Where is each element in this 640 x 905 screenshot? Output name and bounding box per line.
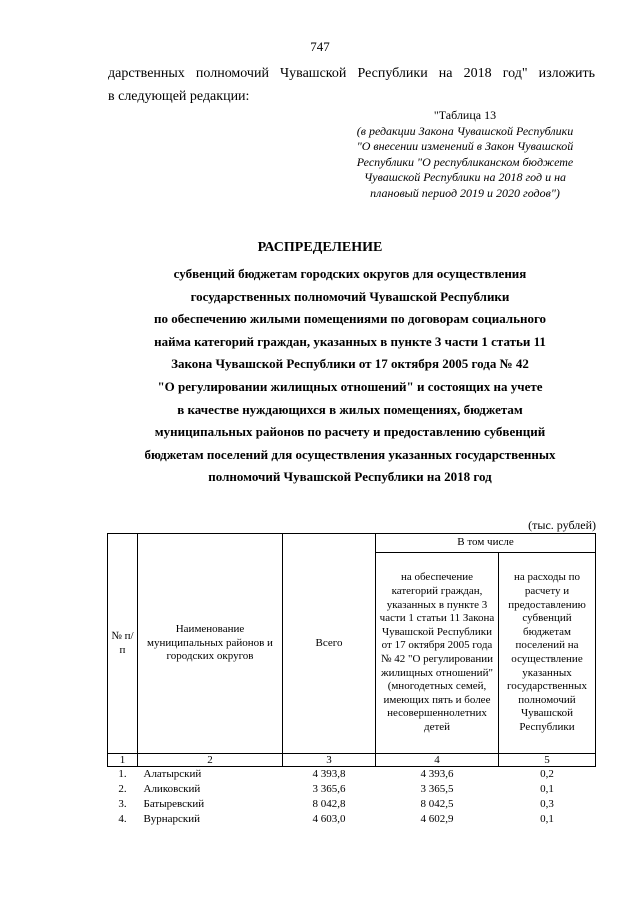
distribution-table [107, 533, 596, 827]
note-line: Чувашской Республики на 2018 год и на [363, 170, 567, 185]
row-num: 3. [118, 797, 127, 810]
intro-word: изложить [538, 66, 595, 81]
table-row [108, 797, 596, 812]
subtitle-line: государственных полномочий Чувашской Республики [190, 288, 510, 304]
row-col5: 0,1 [540, 812, 554, 825]
intro-line-1 [108, 62, 595, 85]
note-line: "О внесении изменений в Закон Чувашской [356, 139, 574, 154]
row-num: 2. [118, 782, 127, 795]
intro-word: год" [502, 66, 528, 81]
header-name: Наименование муниципальных районов и городских округов [138, 534, 283, 754]
table-row [108, 812, 596, 827]
row-col5: 0,2 [540, 767, 554, 780]
subtitle-line: в качестве нуждающихся в жилых помещениях, бюджетам [177, 401, 523, 417]
column-number: 5 [499, 754, 596, 767]
row-total: 4 603,0 [312, 812, 346, 825]
row-total: 3 365,6 [312, 782, 346, 795]
intro-word: Республики [357, 66, 428, 81]
row-col4: 4 602,9 [420, 812, 454, 825]
intro-word: на [438, 66, 453, 81]
row-name: Батыревский [143, 797, 205, 810]
subtitle-line: субвенций бюджетам городских округов для осуществления [173, 266, 527, 281]
subtitle-line: полномочий Чувашской Республики на 2018 год [208, 469, 492, 485]
note-line: (в редакции Закона Чувашской Республики [356, 123, 574, 138]
intro-word: 2018 [463, 66, 492, 81]
intro-line-2: в следующей редакции: [108, 89, 250, 104]
units-label: (тыс. рублей) [528, 518, 596, 532]
row-total: 8 042,8 [312, 797, 346, 810]
row-name: Алатырский [143, 767, 202, 780]
row-col4: 8 042,5 [420, 797, 454, 810]
column-number: 1 [108, 754, 138, 767]
header-sub-1: на обеспечение категорий граждан, указанных в пункте 3 части 1 статьи 11 Закона Чувашской Республики от 17 октября 2005 года № 42 "О регулировании жилищных отношений" (многодетных семей, имеющих пять и более несовершеннолетних детей [376, 553, 499, 754]
column-number: 2 [138, 754, 283, 767]
row-num: 1. [118, 767, 127, 780]
note-line: Республики "О республиканском бюджете [356, 154, 574, 169]
intro-word: полномочий [195, 66, 269, 81]
row-name: Вурнарский [143, 812, 200, 825]
document-subtitle [100, 263, 600, 489]
row-num: 4. [118, 812, 127, 825]
intro-paragraph [108, 62, 595, 108]
row-name: Аликовский [143, 782, 201, 795]
table-row [108, 767, 596, 783]
subtitle-line: муниципальных районов по расчету и предоставлению субвенций [154, 424, 546, 440]
subtitle-line: Закона Чувашской Республики от 17 октября 2005 года № 42 [171, 356, 529, 372]
row-col5: 0,1 [540, 782, 554, 795]
subtitle-line: найма категорий граждан, указанных в пункте 3 части 1 статьи 11 [154, 333, 546, 349]
column-number: 3 [283, 754, 376, 767]
header-total: Всего [283, 534, 376, 754]
document-title: РАСПРЕДЕЛЕНИЕ [257, 240, 383, 255]
intro-word: Чувашской [280, 66, 347, 81]
row-col4: 3 365,5 [420, 782, 454, 795]
row-col4: 4 393,6 [420, 767, 454, 780]
header-sub-2: на расходы по расчету и предоставлению субвенций бюджетам поселений на осуществление указанных государственных полномочий Чувашской Республики [499, 553, 596, 754]
intro-word: дарственных [108, 66, 185, 81]
row-col5: 0,3 [540, 797, 554, 810]
subtitle-line: "О регулировании жилищных отношений" и состоящих на учете [157, 378, 543, 394]
header-including: В том числе [376, 534, 596, 553]
row-total: 4 393,8 [312, 767, 346, 780]
header-num: № п/п [108, 534, 138, 754]
table-row [108, 782, 596, 797]
note-line: плановый период 2019 и 2020 годов") [370, 185, 560, 200]
table-label: "Таблица 13 [433, 108, 497, 122]
column-number: 4 [376, 754, 499, 767]
page-number: 747 [310, 39, 330, 54]
subtitle-line: бюджетам поселений для осуществления указанных государственных [144, 446, 556, 462]
table-edition-note [330, 108, 600, 202]
subtitle-line: по обеспечению жилыми помещениями по договорам социального [153, 311, 547, 327]
